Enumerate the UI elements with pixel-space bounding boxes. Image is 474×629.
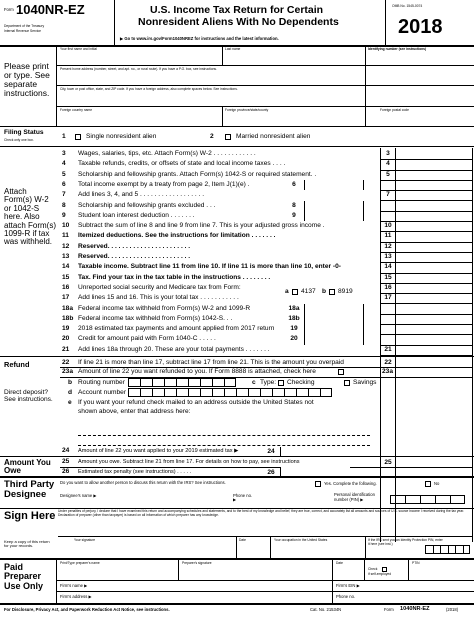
line-row [0, 324, 474, 334]
line-row [0, 242, 474, 252]
self-employed-label: if self-employed [368, 572, 392, 576]
digit-cell [164, 388, 176, 397]
line24-box-num: 24 [267, 448, 275, 455]
line16-a-form: 4137 [301, 288, 316, 295]
line-box-number: 10 [384, 222, 392, 230]
line-text: Add lines 18a through 20. These are your total payments . . . . . . . [78, 345, 270, 353]
line23a-text: Amount of line 22 you want refunded to you. If Form 8888 is attached, check here [78, 368, 316, 375]
line-inner-box-number: 8 [292, 201, 296, 209]
digit-cell [433, 545, 441, 554]
id-number-label: Identifying number (see instructions) [368, 47, 427, 51]
line-inner-amount-field[interactable] [304, 180, 364, 190]
keep-copy-note: Keep a copy of this return for your records. [4, 539, 50, 549]
digit-cell [260, 388, 272, 397]
first-name-label: Your first name and initial [60, 47, 97, 51]
line25-amount[interactable] [396, 457, 472, 467]
line-number: 20 [62, 335, 70, 343]
designee-pin-field[interactable] [390, 495, 465, 504]
digit-cell [176, 388, 188, 397]
digit-cell [440, 545, 448, 554]
line-row [0, 170, 474, 180]
line26-num: 26 [62, 468, 70, 475]
footer-notice: For Disclosure, Privacy Act, and Paperwork Reduction Act Notice, see instructions. [4, 607, 170, 612]
direct-deposit-note: Direct deposit? See instructions. [4, 389, 53, 403]
line-amount-field[interactable] [396, 293, 472, 303]
id-number-field[interactable] [367, 52, 472, 65]
line-text: Total income exempt by a treaty from page 2, Item J(1)(e) . [78, 180, 250, 188]
digit-cell [164, 378, 176, 387]
line-text: Reserved. . . . . . . . . . . . . . . . . . . . . . . [78, 242, 191, 250]
digit-cell [212, 388, 224, 397]
line-amount-field[interactable] [396, 190, 472, 200]
line-text: 2018 estimated tax payments and amount applied from 2017 return [78, 325, 275, 333]
account-label: Account number [78, 389, 127, 396]
designee-phone-label: Phone no. ▶ [233, 493, 253, 503]
line-box-number: 11 [384, 232, 392, 240]
designee-yes-label: Yes. Complete the following. [324, 481, 377, 486]
form-prefix: Form [4, 7, 14, 12]
line-inner-amount-field[interactable] [304, 334, 364, 344]
single-checkbox[interactable] [75, 134, 81, 140]
line-amount-field[interactable] [396, 273, 472, 283]
line-number: 16 [62, 283, 70, 291]
line16-b-form: 8919 [338, 288, 353, 295]
line-amount-field[interactable] [396, 149, 472, 159]
line-inner-box-number: 9 [292, 211, 296, 219]
line-inner-amount-field[interactable] [304, 304, 364, 314]
omb-number: OMB No. 1545-0074 [392, 4, 423, 8]
checking-label: Checking [287, 379, 315, 386]
digit-cell [425, 545, 433, 554]
line-text: Reserved. . . . . . . . . . . . . . . . . . . . . . . [78, 253, 191, 260]
line-text: Subtract the sum of line 8 and line 9 from line 7. This is your adjusted gross income . [78, 222, 325, 230]
line-number: 21 [62, 345, 70, 353]
line-amount-field[interactable] [396, 159, 472, 169]
line-inner-box-number: 18a [288, 304, 300, 312]
routing-label: Routing number [78, 379, 125, 386]
line-number: 18a [62, 304, 74, 312]
foreign-country-label: Foreign country name [60, 108, 93, 112]
line-box-number: 21 [384, 345, 392, 353]
signature-field[interactable] [74, 545, 234, 557]
digit-cell [224, 388, 236, 397]
digit-cell [455, 545, 463, 554]
line22-amount[interactable] [396, 357, 472, 367]
line-row [0, 221, 474, 231]
designee-question: Do you want to allow another person to discuss this return with the IRS? See instructions. [60, 480, 226, 485]
digit-cell [450, 495, 465, 504]
line-text: Student loan interest deduction . . . . . . . [78, 211, 195, 219]
line-number: 3 [62, 150, 66, 157]
line23e-num: e [68, 399, 72, 406]
line-inner-amount-field[interactable] [304, 201, 364, 211]
line-text: Credit for amount paid with Form 1040-C . . . . . [78, 335, 216, 343]
designee-title: Third Party Designee [4, 479, 55, 500]
line25-num: 25 [62, 458, 70, 465]
savings-label: Savings [353, 379, 377, 386]
digit-cell [152, 378, 164, 387]
digit-cell [200, 378, 212, 387]
your-signature-label: Your signature [74, 538, 96, 542]
line-box-number: 13 [384, 253, 392, 260]
address-label: Present home address (number, street, and apt. no., or rural route). If you have a P.O. box, see instructions. [60, 67, 217, 71]
line-row [0, 273, 474, 283]
digit-cell [420, 495, 435, 504]
ippin-label: If the IRS sent you an Identity Protection PIN, enter it here (see inst.) [368, 538, 443, 546]
line-text: Tax. Find your tax in the tax table in the instructions . . . . . . . . [78, 273, 271, 281]
line-inner-box-number: 18b [288, 314, 300, 322]
line-text: Add lines 3, 4, and 5 . . . . . . . . . . . . . . . . . . [78, 191, 205, 199]
preparer-title: Paid Preparer Use Only [4, 562, 44, 591]
line-number: 11 [62, 232, 69, 240]
line-inner-box-number: 6 [292, 180, 296, 188]
line-text: Add lines 15 and 16. This is your total tax . . . . . . . . . . . [78, 294, 239, 302]
line-amount-field[interactable] [396, 283, 472, 293]
digit-cell [248, 388, 260, 397]
line-text: Itemized deductions. See the instructions for limitation . . . . . . . [78, 232, 276, 240]
form-name: 1040NR-EZ [16, 2, 85, 17]
line22-text: If line 21 is more than line 17, subtract line 17 from line 21. This is the amount you overpaid [78, 359, 344, 366]
line23a-num: 23a [62, 368, 74, 375]
line-row [0, 262, 474, 272]
line-number: 5 [62, 170, 66, 178]
digit-cell [448, 545, 456, 554]
first-name-field[interactable] [57, 52, 365, 65]
line-inner-amount-field[interactable] [304, 211, 364, 221]
line-text: Unreported social security and Medicare tax from Form: [78, 283, 241, 291]
line-number: 7 [62, 191, 66, 199]
line23b-num: b [68, 379, 73, 386]
filing-opt1-num: 1 [62, 133, 66, 140]
digit-cell [212, 378, 224, 387]
line-inner-box-number: 20 [290, 335, 298, 343]
irs-label: Internal Revenue Service [4, 29, 42, 33]
digit-cell [284, 388, 296, 397]
form-title-line1: U.S. Income Tax Return for Certain [150, 4, 324, 16]
digit-cell [128, 378, 140, 387]
address-field[interactable] [57, 73, 365, 85]
line-number: 12 [62, 242, 70, 250]
digit-cell [140, 388, 152, 397]
footer-year: (2018) [446, 607, 459, 612]
digit-cell [176, 378, 188, 387]
footer-cat-number: Cat. No. 21534N [310, 607, 342, 612]
line-row [0, 252, 474, 262]
type-label: Type: [260, 379, 277, 386]
digit-cell [188, 378, 200, 387]
perjury-statement: Under penalties of perjury, I declare that I have examined this return and accompanying schedules and statements, and to the best of my knowledge and belief, they are true, correct, and accurately list all amounts and sources of U.S. source income I received during the tax year. Declaration of preparer (other than taxpayer) is based on all information of which preparer has any knowledge. [58, 509, 465, 518]
line-inner-box-number: 19 [290, 325, 298, 333]
sign-date-label: Date [239, 538, 246, 542]
line-row [0, 159, 474, 169]
single-label: Single nonresident alien [86, 133, 157, 140]
line-row [0, 304, 474, 314]
line-number: 6 [62, 180, 66, 188]
firm-name-label: Firm's name ▶ [60, 583, 88, 588]
line24-amount[interactable] [280, 447, 350, 456]
ippin-field[interactable] [425, 545, 470, 554]
line-text: Taxable income. Subtract line 11 from line 10. If line 11 is more than line 10, enter -0- [78, 263, 341, 271]
line-amount-field[interactable] [396, 242, 472, 252]
foreign-postal-label: Foreign postal code [380, 108, 409, 112]
line-number: 4 [62, 160, 66, 168]
ptin-label: PTIN [412, 561, 420, 565]
line-row [0, 283, 474, 293]
line-number: 13 [62, 253, 70, 260]
check-label: Check [368, 567, 378, 571]
line-text: Federal income tax withheld from Form(s) 1042-S. . . [78, 314, 233, 322]
line-row [0, 345, 474, 355]
digit-cell [308, 388, 320, 397]
line-box-number: 15 [384, 273, 392, 281]
line16-a-label: a [285, 288, 289, 295]
line-text: Wages, salaries, tips, etc. Attach Form(s) W-2 . . . . . . . . . . . . [78, 150, 256, 157]
line-box-number: 12 [384, 242, 392, 250]
line-amount-field[interactable] [396, 221, 472, 231]
refund-title: Refund [4, 360, 30, 369]
line-row [0, 149, 474, 159]
line-row [0, 293, 474, 303]
dept-label: Department of the Treasury [4, 24, 45, 28]
sign-here-title: Sign Here [4, 510, 56, 522]
line-number: 18b [62, 314, 74, 322]
line-box-number: 3 [386, 150, 390, 157]
routing-number-field[interactable] [128, 378, 236, 387]
digit-cell [200, 388, 212, 397]
occupation-label: Your occupation in the United States [274, 538, 328, 542]
designee-no-checkbox[interactable] [425, 481, 431, 487]
instructions-link[interactable]: ▶ Go to www.irs.gov/Form1040NREZ for instructions and the latest information. [120, 36, 279, 41]
line-number: 19 [62, 325, 70, 333]
line23e-text1: If you want your refund check mailed to an address outside the United States not [78, 399, 314, 406]
tax-year: 2018 [398, 16, 443, 38]
filing-opt2-num: 2 [210, 133, 214, 140]
line25-text: Amount you owe. Subtract line 21 from line 17. For details on how to pay, see instructions [78, 459, 300, 465]
line-amount-field[interactable] [396, 262, 472, 272]
foreign-refund-address-field[interactable] [78, 418, 370, 436]
line-inner-amount-field[interactable] [304, 314, 364, 324]
form-4137-checkbox[interactable] [292, 289, 298, 295]
line26-box-num: 26 [267, 469, 275, 476]
city-label: City, town or post office, state, and ZIP code. If you have a foreign address, also complete spaces below. See instructions. [60, 87, 238, 91]
line-row [0, 334, 474, 344]
line23a-amount[interactable] [396, 367, 472, 377]
digit-cell [128, 388, 140, 397]
filing-status-note: Check only one box. [4, 138, 34, 142]
firm-address-label: Firm's address ▶ [60, 594, 92, 599]
line-text: Scholarship and fellowship grants. Attach Form(s) 1042-S or required statement. . [78, 170, 317, 178]
married-checkbox[interactable] [225, 134, 231, 140]
line-row [0, 231, 474, 241]
digit-cell [272, 388, 284, 397]
firm-phone-label: Phone no. [336, 594, 356, 599]
designee-no-label: No [434, 481, 440, 486]
line-row [0, 314, 474, 324]
line-box-number: 17 [384, 294, 392, 302]
last-name-label: Last name [225, 47, 241, 51]
firm-ein-label: Firm's EIN ▶ [336, 583, 360, 588]
print-note: Please print or type. See separate instructions. [4, 61, 50, 98]
line-row [0, 201, 474, 211]
line-amount-field[interactable] [396, 170, 472, 180]
attach-note: Attach Form(s) W-2 or 1042-S here. Also attach Form(s) 1099-R if tax was withheld. [4, 187, 57, 247]
line-number: 17 [62, 294, 70, 302]
line23c-num: c [252, 379, 256, 386]
digit-cell [390, 495, 405, 504]
form-title-line2: Nonresident Aliens With No Dependents [138, 16, 339, 28]
line24-num: 24 [62, 447, 70, 454]
line16-b-label: b [322, 288, 327, 295]
line22-box-num: 22 [384, 359, 392, 366]
line-number: 10 [62, 222, 70, 230]
line-number: 14 [62, 263, 70, 271]
designee-pin-label: Personal identification number (PIN) ▶ [334, 492, 375, 503]
line-inner-amount-field[interactable] [304, 324, 364, 334]
digit-cell [236, 388, 248, 397]
digit-cell [435, 495, 450, 504]
digit-cell [140, 378, 152, 387]
preparer-name-label: Print/Type preparer's name [60, 561, 100, 565]
line25-box-num: 25 [384, 459, 392, 466]
line-number: 8 [62, 201, 66, 209]
preparer-date-label: Date [336, 561, 343, 565]
line-text: Taxable refunds, credits, or offsets of state and local income taxes . . . . [78, 160, 286, 168]
digit-cell [463, 545, 471, 554]
digit-cell [188, 388, 200, 397]
savings-checkbox[interactable] [344, 380, 350, 386]
line23a-box-num: 23a [381, 368, 393, 375]
line-row [0, 211, 474, 221]
digit-cell [296, 388, 308, 397]
line-box-number: 7 [386, 191, 390, 199]
line26-text: Estimated tax penalty (see instructions) . . . . . [78, 469, 192, 475]
designee-name-label: Designee's name ▶ [60, 493, 97, 498]
foreign-province-label: Foreign province/state/county [225, 108, 269, 112]
digit-cell [405, 495, 420, 504]
checking-checkbox[interactable] [278, 380, 284, 386]
line-text: Federal income tax withheld from Form(s) W-2 and 1099-R [78, 304, 251, 312]
owe-title: Amount You Owe [4, 458, 51, 476]
footer-form-prefix: Form [384, 607, 394, 612]
line-amount-field[interactable] [396, 345, 472, 355]
line-number: 9 [62, 211, 66, 219]
designee-yes-checkbox[interactable] [315, 481, 321, 487]
married-label: Married nonresident alien [236, 133, 311, 140]
line-amount-field[interactable] [396, 252, 472, 262]
line23d-num: d [68, 389, 73, 396]
digit-cell [224, 378, 236, 387]
filing-status-title: Filing Status [4, 129, 44, 136]
line-box-number: 14 [384, 263, 392, 271]
line22-num: 22 [62, 359, 70, 366]
line-row [0, 180, 474, 190]
line24-text: Amount of line 22 you want applied to your 2019 estimated tax ▶ [78, 448, 239, 454]
line-box-number: 16 [384, 283, 392, 291]
form-8919-checkbox[interactable] [329, 289, 335, 295]
account-number-field[interactable] [128, 388, 332, 397]
form-8888-checkbox[interactable] [338, 369, 344, 375]
line-amount-field[interactable] [396, 231, 472, 241]
line-box-number: 5 [386, 170, 390, 178]
line-row [0, 190, 474, 200]
digit-cell [152, 388, 164, 397]
line-text: Scholarship and fellowship grants excluded . . . [78, 201, 216, 209]
footer-form-name: 1040NR-EZ [400, 606, 430, 612]
line23e-text2: shown above, enter that address here: [78, 408, 191, 415]
preparer-signature-label: Preparer's signature [182, 561, 212, 565]
line-box-number: 4 [386, 160, 390, 168]
city-field[interactable] [57, 93, 365, 105]
line-number: 15 [62, 273, 70, 281]
digit-cell [320, 388, 332, 397]
